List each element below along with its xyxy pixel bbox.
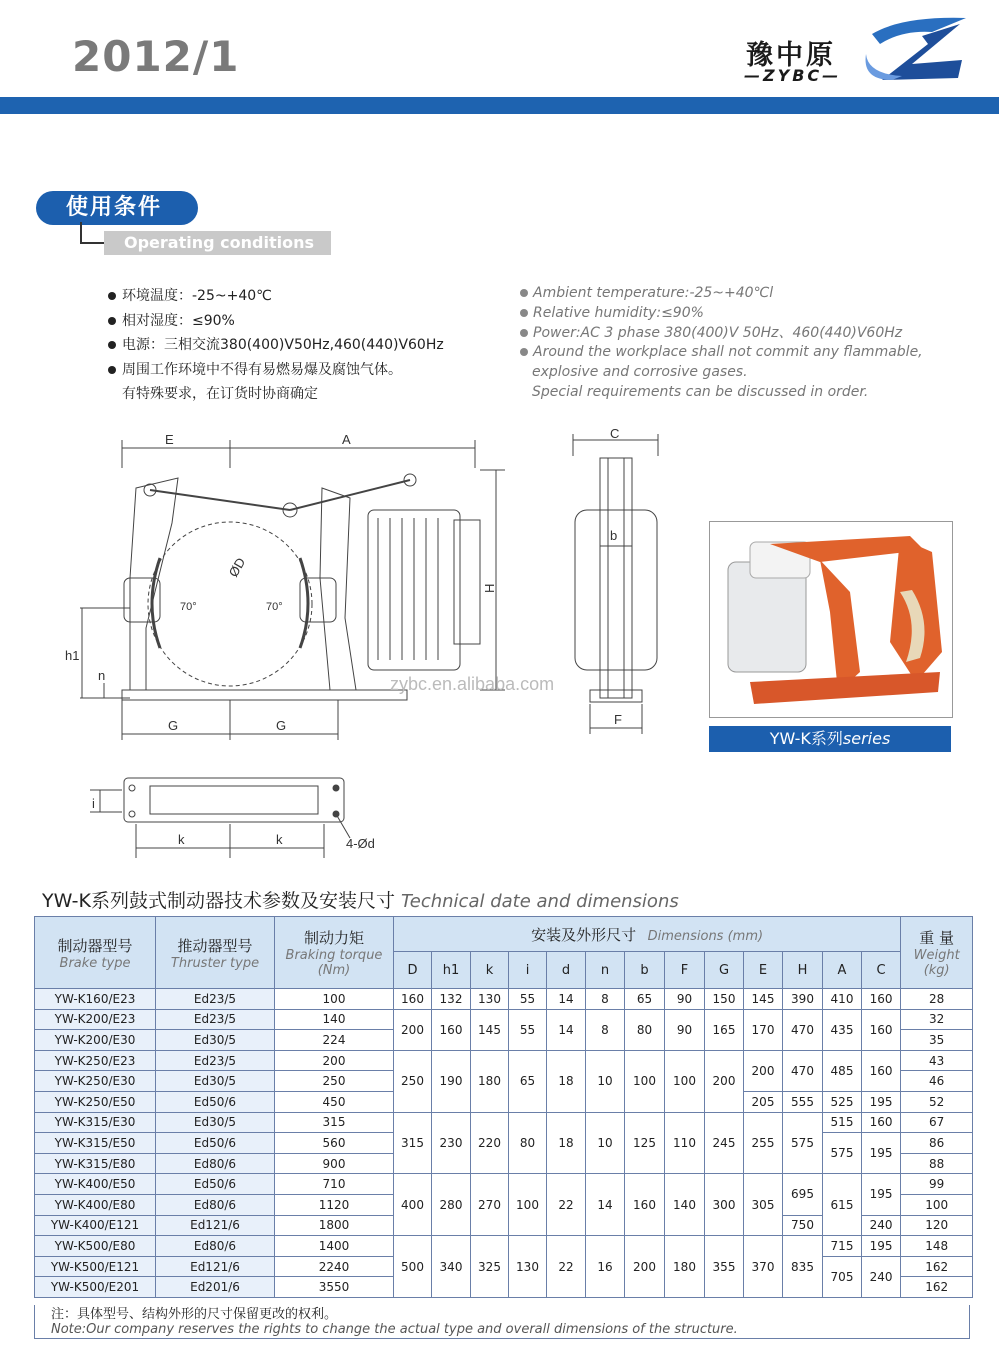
table-cell: 100 [901, 1194, 973, 1215]
table-cell: 10 [586, 1112, 625, 1174]
table-cell: YW-K315/E80 [35, 1153, 156, 1174]
table-cell: 55 [509, 989, 547, 1010]
table-cell: 485 [823, 1050, 862, 1091]
condition-item: 相对湿度：≤90% [108, 309, 508, 334]
svg-text:70°: 70° [180, 601, 197, 613]
bullet-icon [108, 292, 116, 300]
table-cell: 410 [823, 989, 862, 1010]
condition-item: Around the workplace shall not commit any flammable, [520, 343, 940, 363]
table-cell: 18 [547, 1112, 586, 1174]
table-header-cell: d [547, 952, 586, 989]
col-brake-type: 制动器型号 Brake type [35, 917, 156, 989]
table-cell: 370 [744, 1236, 783, 1298]
conditions-cn [108, 284, 508, 407]
table-cell: 162 [901, 1256, 973, 1277]
table-cell: 195 [862, 1133, 901, 1174]
table-cell: 560 [275, 1133, 394, 1154]
table-cell: Ed30/5 [156, 1112, 275, 1133]
table-cell: 2240 [275, 1256, 394, 1277]
table-header-cell: i [509, 952, 547, 989]
table-cell: 200 [625, 1236, 665, 1298]
table-row [35, 1050, 973, 1071]
table-cell: 250 [394, 1050, 432, 1112]
table-cell: 435 [823, 1009, 862, 1050]
table-cell: 80 [509, 1112, 547, 1174]
table-cell: 165 [705, 1009, 744, 1050]
table-cell: 22 [547, 1174, 586, 1236]
table-cell: Ed201/6 [156, 1277, 275, 1298]
table-cell: Ed30/5 [156, 1071, 275, 1092]
svg-text:F: F [614, 712, 622, 727]
table-cell: 1120 [275, 1194, 394, 1215]
bullet-icon [520, 348, 528, 356]
table-cell: YW-K315/E50 [35, 1133, 156, 1154]
table-cell: YW-K500/E201 [35, 1277, 156, 1298]
table-cell: 200 [744, 1050, 783, 1091]
table-cell: 710 [275, 1174, 394, 1195]
table-cell: 750 [783, 1215, 823, 1236]
table-cell: 100 [509, 1174, 547, 1236]
table-note: 注：具体型号、结构外形的尺寸保留更改的权利。 Note:Our company reserves the rights to change the actual type and overall dimensions of the structure. [34, 1305, 970, 1339]
condition-item: 环境温度：-25~+40℃ [108, 284, 508, 309]
table-cell: 200 [705, 1050, 744, 1112]
table-cell: YW-K250/E30 [35, 1071, 156, 1092]
bullet-icon [108, 317, 116, 325]
table-cell: YW-K250/E23 [35, 1050, 156, 1071]
table-cell: 615 [823, 1174, 862, 1236]
table-header-cell: h1 [432, 952, 471, 989]
table-cell: Ed23/5 [156, 1009, 275, 1030]
brand-name-cn: 豫中原 [746, 40, 836, 71]
table-cell: 160 [432, 1009, 471, 1050]
col-braking-torque: 制动力矩 Braking torque (Nm) [275, 917, 394, 989]
table-cell: Ed80/6 [156, 1153, 275, 1174]
table-cell: 160 [862, 989, 901, 1010]
table-cell: 100 [665, 1050, 705, 1112]
table-cell: 250 [275, 1071, 394, 1092]
table-cell: 55 [509, 1009, 547, 1050]
table-row [35, 1174, 973, 1195]
table-cell: 195 [862, 1091, 901, 1112]
bullet-icon [520, 309, 528, 317]
svg-text:ØD: ØD [225, 555, 249, 580]
table-cell: Ed30/5 [156, 1030, 275, 1051]
svg-text:4-Ød: 4-Ød [346, 836, 375, 851]
table-cell: 695 [783, 1174, 823, 1215]
bullet-icon [520, 329, 528, 337]
table-cell: Ed80/6 [156, 1236, 275, 1257]
table-cell: 8 [586, 1009, 625, 1050]
section-connector [80, 222, 106, 244]
condition-item: Ambient temperature:-25~+40℃l [520, 284, 940, 304]
table-cell: 90 [665, 989, 705, 1010]
table-header-cell: k [471, 952, 509, 989]
table-cell: 300 [705, 1174, 744, 1236]
table-cell: 132 [432, 989, 471, 1010]
table-cell: 900 [275, 1153, 394, 1174]
table-cell: 18 [547, 1050, 586, 1112]
table-cell: 160 [862, 1009, 901, 1050]
table-cell: 325 [471, 1236, 509, 1298]
table-cell: 180 [471, 1050, 509, 1112]
table-cell: 1400 [275, 1236, 394, 1257]
table-cell: 270 [471, 1174, 509, 1236]
technical-drawing [60, 428, 710, 868]
table-cell: 500 [394, 1236, 432, 1298]
table-cell: 575 [823, 1133, 862, 1174]
table-cell: 110 [665, 1112, 705, 1174]
table-cell: YW-K200/E30 [35, 1030, 156, 1051]
table-cell: 80 [625, 1009, 665, 1050]
table-cell: 200 [275, 1050, 394, 1071]
table-cell: Ed23/5 [156, 1050, 275, 1071]
table-row [35, 1009, 973, 1030]
table-cell: 200 [394, 1009, 432, 1050]
table-cell: YW-K500/E80 [35, 1236, 156, 1257]
section-subtitle: Operating conditions [104, 231, 331, 255]
table-cell: 240 [862, 1256, 901, 1297]
table-cell: 390 [783, 989, 823, 1010]
table-cell: 160 [394, 989, 432, 1010]
table-cell: YW-K400/E80 [35, 1194, 156, 1215]
table-cell: YW-K500/E121 [35, 1256, 156, 1277]
table-cell: 125 [625, 1112, 665, 1174]
table-cell: 140 [275, 1009, 394, 1030]
table-cell: 160 [862, 1050, 901, 1091]
product-photo [709, 521, 953, 718]
table-cell: 35 [901, 1030, 973, 1051]
table-cell: 525 [823, 1091, 862, 1112]
svg-text:A: A [342, 432, 351, 447]
table-cell: 180 [665, 1236, 705, 1298]
table-cell: 162 [901, 1277, 973, 1298]
page-number: 2012/1 [72, 32, 240, 81]
table-cell: 43 [901, 1050, 973, 1071]
table-cell: 205 [744, 1091, 783, 1112]
table-row [35, 1112, 973, 1133]
svg-text:C: C [610, 428, 620, 441]
table-cell: 470 [783, 1050, 823, 1091]
table-cell: 145 [744, 989, 783, 1010]
svg-text:b: b [610, 528, 618, 543]
table-cell: 140 [665, 1174, 705, 1236]
table-cell: 46 [901, 1071, 973, 1092]
table-cell: 315 [275, 1112, 394, 1133]
condition-item: Special requirements can be discussed in order. [532, 383, 869, 400]
svg-text:k: k [178, 832, 185, 847]
table-cell: 52 [901, 1091, 973, 1112]
svg-text:E: E [165, 432, 174, 447]
table-cell: 240 [862, 1215, 901, 1236]
table-cell: 28 [901, 989, 973, 1010]
table-cell: 835 [783, 1236, 823, 1298]
brake-illustration-icon [710, 522, 952, 717]
table-cell: 120 [901, 1215, 973, 1236]
table-cell: Ed50/6 [156, 1091, 275, 1112]
table-cell: 150 [705, 989, 744, 1010]
svg-text:H: H [482, 583, 497, 593]
table-header-cell: E [744, 952, 783, 989]
table-cell: 1800 [275, 1215, 394, 1236]
svg-text:n: n [98, 668, 106, 683]
table-cell: 90 [665, 1009, 705, 1050]
table-cell: 14 [547, 989, 586, 1010]
table-cell: 65 [509, 1050, 547, 1112]
table-cell: 255 [744, 1112, 783, 1174]
table-cell: 14 [586, 1174, 625, 1236]
table-cell: 14 [547, 1009, 586, 1050]
table-row [35, 1236, 973, 1257]
table-header-cell: G [705, 952, 744, 989]
table-header-cell: n [586, 952, 625, 989]
conditions-en [520, 284, 940, 403]
table-cell: 3550 [275, 1277, 394, 1298]
section-title: 使用条件 [36, 191, 198, 225]
table-cell: 195 [862, 1174, 901, 1215]
bullet-icon [520, 289, 528, 297]
table-header-cell: F [665, 952, 705, 989]
condition-item: 有特殊要求，在订货时协商确定 [122, 386, 318, 402]
table-cell: 32 [901, 1009, 973, 1030]
table-cell: 130 [471, 989, 509, 1010]
svg-text:zybc.en.alibaba.com: zybc.en.alibaba.com [390, 674, 555, 694]
table-cell: YW-K400/E50 [35, 1174, 156, 1195]
table-cell: 555 [783, 1091, 823, 1112]
table-cell: 160 [862, 1112, 901, 1133]
table-cell: Ed23/5 [156, 989, 275, 1010]
table-cell: YW-K400/E121 [35, 1215, 156, 1236]
svg-text:G: G [276, 718, 287, 733]
condition-item: Relative humidity:≤90% [520, 304, 940, 324]
table-cell: 715 [823, 1236, 862, 1257]
table-cell: 160 [625, 1174, 665, 1236]
table-cell: 99 [901, 1174, 973, 1195]
table-cell: 16 [586, 1236, 625, 1298]
table-cell: 145 [471, 1009, 509, 1050]
table-cell: 470 [783, 1009, 823, 1050]
table-title: YW-K系列鼓式制动器技术参数及安装尺寸 Technical date and dimensions [42, 890, 679, 912]
svg-text:k: k [276, 832, 283, 847]
photo-caption: YW-K系列series [709, 726, 951, 752]
table-cell: 130 [509, 1236, 547, 1298]
table-cell: YW-K315/E30 [35, 1112, 156, 1133]
table-header-cell: H [783, 952, 823, 989]
table-cell: 224 [275, 1030, 394, 1051]
table-cell: 86 [901, 1133, 973, 1154]
table-cell: Ed50/6 [156, 1133, 275, 1154]
svg-text:70°: 70° [266, 601, 283, 613]
table-cell: YW-K200/E23 [35, 1009, 156, 1030]
condition-item: 周围工作环境中不得有易燃易爆及腐蚀气体。 [108, 358, 508, 383]
table-cell: 340 [432, 1236, 471, 1298]
table-cell: YW-K250/E50 [35, 1091, 156, 1112]
col-dimensions: 安装及外形尺寸 Dimensions (mm) [394, 917, 901, 952]
condition-item: 电源：三相交流380(400)V50Hz,460(440)V60Hz [108, 333, 508, 358]
table-cell: 245 [705, 1112, 744, 1174]
table-header-cell: A [823, 952, 862, 989]
table-cell: 280 [432, 1174, 471, 1236]
svg-text:G: G [168, 718, 179, 733]
table-cell: YW-K160/E23 [35, 989, 156, 1010]
table-cell: 220 [471, 1112, 509, 1174]
table-row [35, 989, 973, 1010]
table-cell: 195 [862, 1236, 901, 1257]
spec-table [34, 916, 973, 1298]
bullet-icon [108, 366, 116, 374]
condition-item: explosive and corrosive gases. [532, 364, 748, 381]
header-bar [0, 97, 999, 114]
zybc-z-logo-icon [862, 14, 974, 84]
condition-item: Power:AC 3 phase 380(400)V 50Hz、460(440)V60Hz [520, 324, 940, 344]
table-cell: Ed50/6 [156, 1174, 275, 1195]
table-cell: 400 [394, 1174, 432, 1236]
table-cell: 100 [625, 1050, 665, 1112]
table-cell: Ed121/6 [156, 1256, 275, 1277]
bullet-icon [108, 341, 116, 349]
table-cell: 305 [744, 1174, 783, 1236]
col-thruster-type: 推动器型号 Thruster type [156, 917, 275, 989]
svg-text:i: i [92, 796, 95, 811]
table-cell: 355 [705, 1236, 744, 1298]
brand-name-en: —ZYBC— [744, 66, 842, 85]
table-cell: 190 [432, 1050, 471, 1112]
table-cell: 450 [275, 1091, 394, 1112]
table-header-cell: b [625, 952, 665, 989]
table-cell: 8 [586, 989, 625, 1010]
table-cell: 22 [547, 1236, 586, 1298]
table-cell: Ed121/6 [156, 1215, 275, 1236]
table-cell: 230 [432, 1112, 471, 1174]
table-cell: 65 [625, 989, 665, 1010]
table-cell: 515 [823, 1112, 862, 1133]
table-cell: 100 [275, 989, 394, 1010]
table-cell: 170 [744, 1009, 783, 1050]
table-cell: 148 [901, 1236, 973, 1257]
svg-text:h1: h1 [65, 648, 80, 663]
table-cell: 10 [586, 1050, 625, 1112]
table-cell: 705 [823, 1256, 862, 1297]
table-header-cell: C [862, 952, 901, 989]
table-cell: 315 [394, 1112, 432, 1174]
table-cell: 88 [901, 1153, 973, 1174]
table-header-cell: D [394, 952, 432, 989]
col-weight: 重 量 Weight (kg) [901, 917, 973, 989]
table-cell: Ed80/6 [156, 1194, 275, 1215]
table-cell: 67 [901, 1112, 973, 1133]
table-cell: 575 [783, 1112, 823, 1174]
